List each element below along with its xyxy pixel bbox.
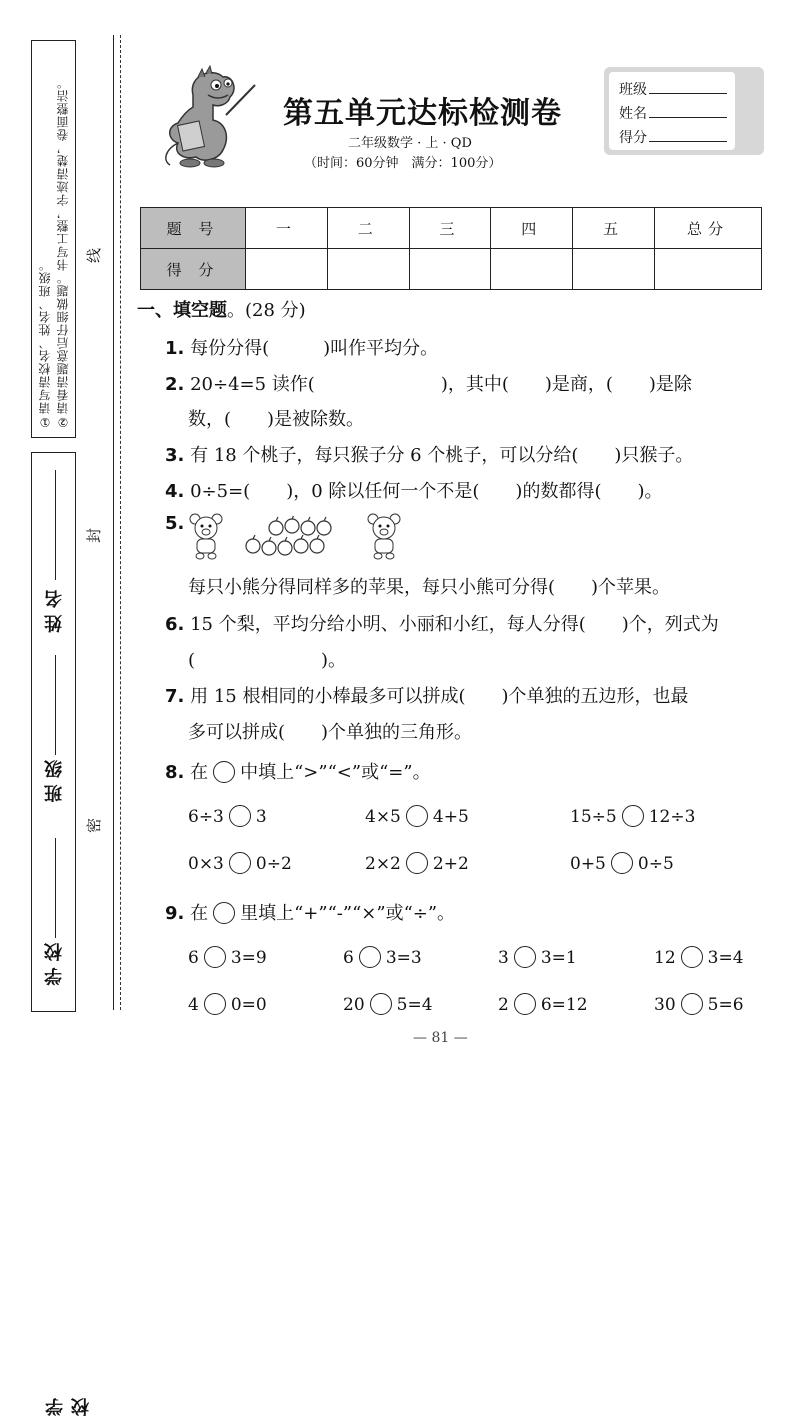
question-2-line-2: 数，( )是被除数。 xyxy=(188,409,365,430)
score-cell[interactable] xyxy=(491,249,573,290)
answer-circle[interactable] xyxy=(681,993,703,1015)
cut-mi: 密 xyxy=(85,817,104,834)
q8-expr-6: 0+5 0÷5 xyxy=(570,854,674,874)
column-total: 总分 xyxy=(655,208,762,249)
question-7-line-2: 多可以拼成( )个单独的三角形。 xyxy=(188,722,473,743)
q8-expr-4: 0×3 0÷2 xyxy=(188,854,292,874)
score-table-score-row xyxy=(141,249,762,290)
bear-icon xyxy=(364,512,404,560)
notice-line-2: ②请看清题意后仔细做题。书写工整，字迹清楚，卷面整洁。 xyxy=(56,76,70,429)
answer-circle[interactable] xyxy=(611,852,633,874)
score-cell[interactable] xyxy=(409,249,491,290)
score-cell[interactable] xyxy=(655,249,762,290)
student-info-card-inner xyxy=(609,72,735,150)
score-table-header-row xyxy=(141,208,762,249)
answer-circle[interactable] xyxy=(514,993,536,1015)
name-blank[interactable] xyxy=(55,470,56,580)
class-label: 班 级 xyxy=(44,760,65,803)
question-9: 9. 在 里填上“+”“-”“×”或“÷”。 xyxy=(165,903,456,924)
question-5: 每只小熊分得同样多的苹果，每只小熊可分得( )个苹果。 xyxy=(188,577,671,598)
score-field-line[interactable] xyxy=(649,129,727,142)
section-title: 一、填空题。(28 分) xyxy=(137,300,306,321)
column-2: 二 xyxy=(327,208,409,249)
answer-circle[interactable] xyxy=(370,993,392,1015)
school-blank[interactable] xyxy=(55,838,56,938)
score-cell[interactable] xyxy=(246,249,328,290)
column-4: 四 xyxy=(491,208,573,249)
q8-expr-3: 15÷5 12÷3 xyxy=(570,807,696,827)
apples-icon xyxy=(244,516,340,560)
q9-expr-6: 20 5=4 xyxy=(343,995,433,1015)
score-cell[interactable] xyxy=(573,249,655,290)
cut-dashed-line xyxy=(120,35,121,1010)
answer-circle[interactable] xyxy=(359,946,381,968)
column-5: 五 xyxy=(573,208,655,249)
column-1: 一 xyxy=(246,208,328,249)
answer-circle[interactable] xyxy=(514,946,536,968)
score-cell[interactable] xyxy=(327,249,409,290)
q9-expr-7: 2 6=12 xyxy=(498,995,588,1015)
page-title: 第五单元达标检测卷 xyxy=(283,96,562,131)
circle-blank-icon xyxy=(213,761,235,783)
q9-expr-2: 6 3=3 xyxy=(343,948,422,968)
score-table xyxy=(140,207,762,290)
class-field[interactable]: 班级 xyxy=(619,79,727,99)
notice-line-1: ①请写清校名、姓名、班级。 xyxy=(38,258,52,429)
page-subtitle: 二年级数学 · 上 · QD xyxy=(348,136,472,151)
class-field-line[interactable] xyxy=(649,81,727,94)
question-7: 7. 用 15 根相同的小棒最多可以拼成( )个单独的五边形，也最 xyxy=(165,686,689,707)
school-label: 学 校 xyxy=(45,1398,92,1416)
notice-box xyxy=(31,40,76,438)
page-number: — 81 — xyxy=(413,1030,468,1046)
bear-icon xyxy=(186,512,226,560)
answer-circle[interactable] xyxy=(204,993,226,1015)
question-1: 1. 每份分得( )叫作平均分。 xyxy=(165,338,439,359)
student-info-card xyxy=(604,67,764,155)
student-info-box xyxy=(31,452,92,1416)
answer-circle[interactable] xyxy=(681,946,703,968)
q9-expr-3: 3 3=1 xyxy=(498,948,577,968)
question-2: 2. 20÷4=5 读作( )，其中( )是商，( )是除 xyxy=(165,374,692,395)
header-cell: 题 号 xyxy=(141,208,246,249)
question-6-line-2: ( )。 xyxy=(188,650,347,671)
score-field[interactable]: 得分 xyxy=(619,127,727,147)
time-info: （时间：60分钟 满分：100分） xyxy=(304,156,502,171)
answer-circle[interactable] xyxy=(204,946,226,968)
question-4: 4. 0÷5=( )，0 除以任何一个不是( )的数都得( )。 xyxy=(165,481,663,502)
q8-expr-5: 2×2 2+2 xyxy=(365,854,469,874)
cut-feng: 封 xyxy=(85,527,104,544)
circle-blank-icon xyxy=(213,902,235,924)
q8-expr-2: 4×5 4+5 xyxy=(365,807,469,827)
q9-expr-8: 30 5=6 xyxy=(654,995,744,1015)
score-label-cell: 得 分 xyxy=(141,249,246,290)
question-6: 6. 15 个梨，平均分给小明、小丽和小红，每人分得( )个，列式为 xyxy=(165,614,719,635)
class-blank[interactable] xyxy=(55,655,56,755)
binding-line xyxy=(113,35,114,1010)
answer-circle[interactable] xyxy=(406,852,428,874)
answer-circle[interactable] xyxy=(229,805,251,827)
answer-circle[interactable] xyxy=(622,805,644,827)
name-label: 姓 名 xyxy=(44,590,65,633)
column-3: 三 xyxy=(409,208,491,249)
question-3: 3. 有 18 个桃子，每只猴子分 6 个桃子，可以分给( )只猴子。 xyxy=(165,445,694,466)
q8-expr-1: 6÷3 3 xyxy=(188,807,267,827)
school-label: 学 校 xyxy=(44,943,65,986)
dinosaur-mascot-icon xyxy=(158,65,258,170)
answer-circle[interactable] xyxy=(229,852,251,874)
name-field[interactable]: 姓名 xyxy=(619,103,727,123)
question-5-number: 5. xyxy=(165,513,185,534)
question-8: 8. 在 中填上“>”“<”或“=”。 xyxy=(165,762,431,783)
cut-xian: 线 xyxy=(85,247,104,264)
answer-circle[interactable] xyxy=(406,805,428,827)
q9-expr-4: 12 3=4 xyxy=(654,948,744,968)
name-field-line[interactable] xyxy=(649,105,727,118)
q9-expr-1: 6 3=9 xyxy=(188,948,267,968)
q9-expr-5: 4 0=0 xyxy=(188,995,267,1015)
